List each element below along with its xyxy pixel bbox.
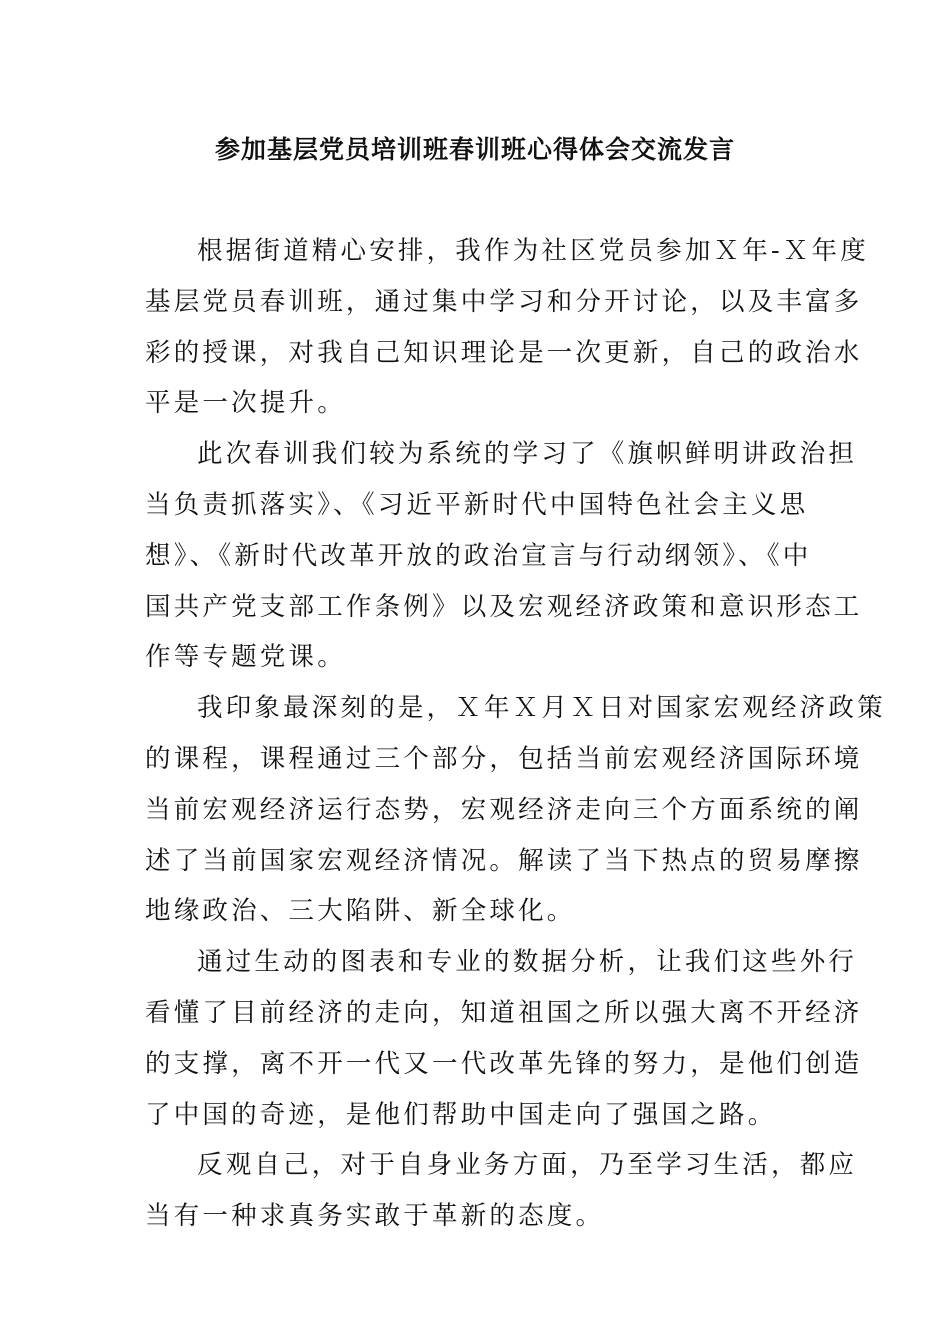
paragraph-line: 国共产党支部工作条例》以及宏观经济政策和意识形态工 — [145, 591, 863, 622]
paragraph-line: 地缘政治、三大陷阱、新全球化。 — [145, 896, 576, 927]
paragraph-5 — [145, 1140, 858, 1242]
paragraph-1 — [145, 226, 869, 429]
paragraph-line: 平是一次提升。 — [145, 388, 346, 419]
paragraph-line: 了中国的奇迹，是他们帮助中国走向了强国之路。 — [145, 1099, 777, 1130]
paragraph-line: 基层党员春训班，通过集中学习和分开讨论，以及丰富多 — [145, 286, 863, 317]
paragraph-line: 彩的授课，对我自己知识理论是一次更新，自己的政治水 — [145, 337, 863, 368]
paragraph-line: 通过生动的图表和专业的数据分析，让我们这些外行 — [197, 947, 858, 978]
paragraph-4 — [145, 937, 863, 1140]
document-body — [145, 226, 886, 1242]
paragraph-line: 当负责抓落实》、《习近平新时代中国特色社会主义思 — [145, 489, 809, 520]
paragraph-line: 当前宏观经济运行态势，宏观经济走向三个方面系统的阐 — [145, 794, 863, 825]
paragraph-line: 的课程，课程通过三个部分，包括当前宏观经济国际环境 — [145, 743, 863, 774]
paragraph-line: 述了当前国家宏观经济情况。解读了当下热点的贸易摩擦 — [145, 845, 863, 876]
paragraph-2 — [145, 429, 863, 683]
paragraph-3 — [145, 683, 886, 937]
paragraph-line: 当有一种求真务实敢于革新的态度。 — [145, 1201, 605, 1232]
paragraph-line: 我印象最深刻的是，Ｘ年Ｘ月Ｘ日对国家宏观经济政策 — [197, 693, 886, 724]
paragraph-line: 想》、《新时代改革开放的政治宣言与行动纲领》、《中 — [145, 540, 812, 571]
paragraph-line: 作等专题党课。 — [145, 642, 346, 673]
paragraph-line: 根据街道精心安排，我作为社区党员参加Ｘ年-Ｘ年度 — [197, 236, 869, 266]
paragraph-line: 此次春训我们较为系统的学习了《旗帜鲜明讲政治担 — [197, 439, 858, 470]
paragraph-line: 的支撑，离不开一代又一代改革先锋的努力，是他们创造 — [145, 1048, 863, 1079]
paragraph-line: 看懂了目前经济的走向，知道祖国之所以强大离不开经济 — [145, 997, 863, 1028]
document-title: 参加基层党员培训班春训班心得体会交流发言 — [214, 135, 735, 164]
paragraph-line: 反观自己，对于自身业务方面，乃至学习生活，都应 — [197, 1150, 858, 1181]
